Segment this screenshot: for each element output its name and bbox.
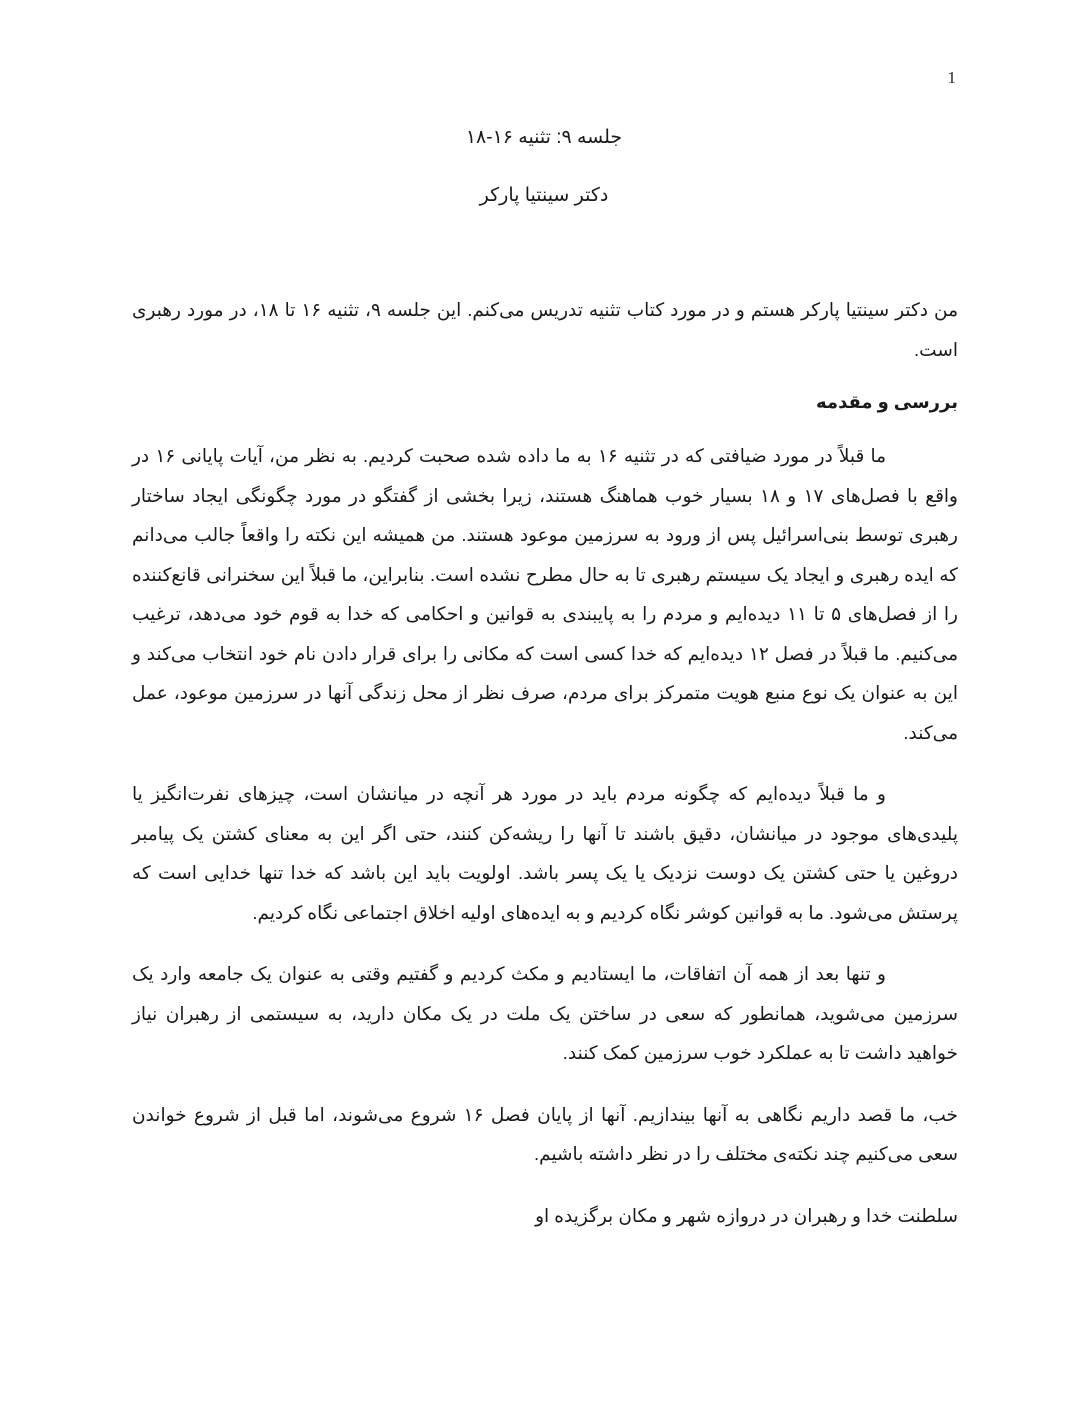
body-paragraph-1: ما قبلاً در مورد ضیافتی که در تثنیه ۱۶ به ما داده شده صحبت کردیم. به نظر من، آیات پایانی ۱۶ در واقع با فصل‌های ۱۷ و ۱۸ بسیار خوب هماهنگ هستند، زیرا بخشی از گفتگو در مورد چگونگی ایجاد ساختار رهبری توسط بنی‌اسرائیل پس از ورود به سرزمین موعود هستند. من همیشه این نکته را واقعاً جالب می‌دانم که ایده رهبری و ایجاد یک سیستم رهبری تا به حال مطرح نشده است. بنابراین، ما قبلاً این سخنرانی قانع‌کننده را از فصل‌های ۵ تا ۱۱ دیده‌ایم و مردم را به پایبندی به قوانین و احکامی که خدا به قوم خود می‌دهد، ترغیب می‌کنیم. ما قبلاً در فصل ۱۲ دیده‌ایم که خدا کسی است که مکانی را برای قرار دادن نام خود انتخاب می‌کند و این به عنوان یک نوع منبع هویت متمرکز برای مردم، صرف نظر از محل زندگی آنها در سرزمین موعود، عمل می‌کند. — [132, 445, 958, 743]
page-number: 1 — [947, 68, 956, 87]
intro-paragraph: من دکتر سینتیا پارکر هستم و در مورد کتاب تثنیه تدریس می‌کنم. این جلسه ۹، تثنیه ۱۶ تا ۱۸، در مورد رهبری است. — [132, 299, 958, 360]
document-author: دکتر سینتیا پارکر — [479, 185, 609, 206]
document-title: جلسه ۹: تثنیه ۱۶-۱۸ — [465, 127, 623, 148]
document-body — [132, 290, 958, 1235]
body-paragraph-2: و ما قبلاً دیده‌ایم که چگونه مردم باید در مورد هر آنچه در میانشان است، چیزهای نفرت‌انگیز یا پلیدی‌های موجود در میانشان، دقیق باشند تا آنها را ریشه‌کن کنند، حتی اگر این به معنای کشتن یک پیامبر دروغین یا حتی کشتن یک دوست نزدیک یا یک پسر باشد. اولویت باید این باشد که خدا تنها خدایی است که پرستش می‌شود. ما به قوانین کوشر نگاه کردیم و به ایده‌های اولیه اخلاق اجتماعی نگاه کردیم. — [132, 783, 958, 923]
subsection-heading: سلطنت خدا و رهبران در دروازه شهر و مکان برگزیده او — [535, 1204, 958, 1226]
section-heading: بررسی و مقدمه — [816, 392, 958, 412]
body-paragraph-3: و تنها بعد از همه آن اتفاقات، ما ایستادیم و مکث کردیم و گفتیم وقتی به عنوان یک جامعه وارد یک سرزمین می‌شوید، همانطور که سعی در ساختن یک ملت در یک مکان دارید، به سیستمی از رهبران نیاز خواهید داشت تا به عملکرد خوب سرزمین کمک کنند. — [132, 963, 958, 1063]
body-paragraph-4: خب، ما قصد داریم نگاهی به آنها بیندازیم. آنها از پایان فصل ۱۶ شروع می‌شوند، اما قبل از شروع خواندن سعی می‌کنیم چند نکته‌ی مختلف را در نظر داشته باشیم. — [132, 1103, 958, 1164]
